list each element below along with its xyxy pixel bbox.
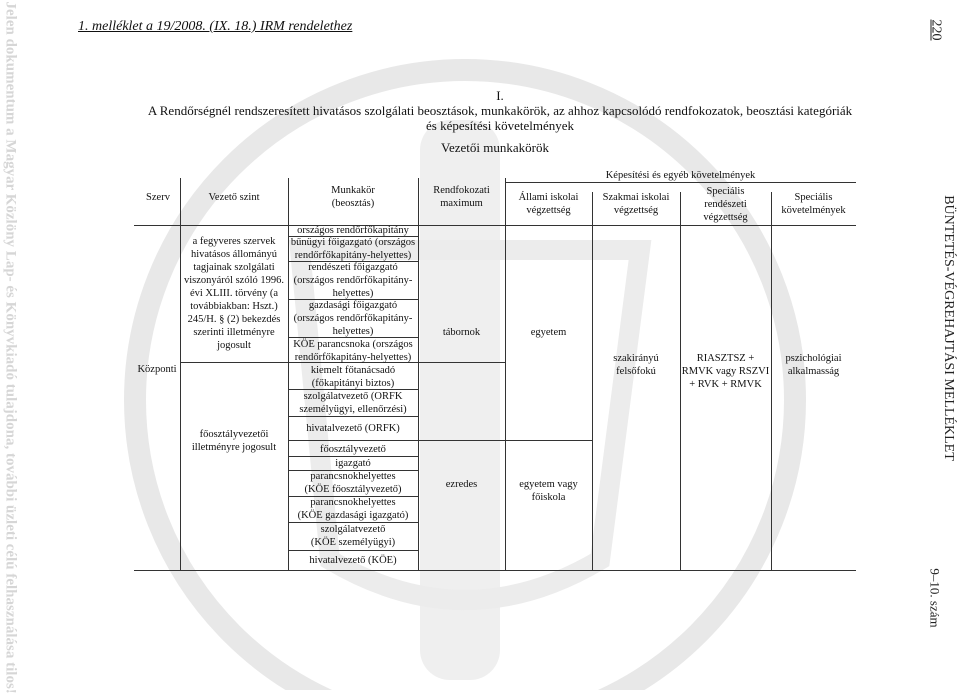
- munkakor-level1-row-line: hivatalvezető (ORFK): [306, 422, 400, 434]
- munkakor-level1-row-line: gazdasági főigazgató: [308, 299, 398, 311]
- munkakor-level2-row: [288, 496, 418, 522]
- issue-number: 9–10. szám: [927, 568, 943, 628]
- cell-specialis-rendeszeti: [680, 352, 771, 391]
- level2-line: illetményre jogosult: [191, 442, 277, 453]
- level1-line: továbbiakban: Hszt.): [190, 301, 278, 312]
- munkakor-level1-row-line: kiemelt főtanácsadó: [310, 364, 396, 376]
- munkakor-level1-row-line: szolgálatvezető (ORFK: [303, 390, 403, 402]
- munkakor-level2-row: [288, 470, 418, 496]
- col-header-specialis-kov-line1: Speciális: [794, 192, 833, 203]
- munkakor-level1-row: [288, 299, 418, 337]
- cell-level2: [182, 428, 286, 454]
- cell-allami-2: [505, 478, 592, 504]
- cell-szakmai-line1: szakirányú: [613, 353, 659, 364]
- annex-reference: 1. melléklet a 19/2008. (IX. 18.) IRM rendelethez: [78, 19, 353, 34]
- col-header-kepesitesi-group: Képesítési és egyéb követelmények: [605, 170, 756, 181]
- cell-specialis-kovetelmenyek: [771, 352, 856, 378]
- col-header-szakmai-line2: végzettség: [613, 205, 659, 216]
- munkakor-level2-row-line: szolgálatvezető: [320, 524, 386, 535]
- level2-line: főosztályvezetői: [199, 429, 269, 440]
- munkakor-level2-row-line: főosztályvezető: [320, 443, 386, 455]
- journal-section: BÜNTETÉS-VÉGREHAJTÁSI MELLÉKLET: [940, 195, 956, 461]
- munkakor-list-level2: [288, 442, 418, 570]
- col-header-munkakor-line2: (beosztás): [331, 198, 375, 209]
- level1-line: szerinti illetményre: [193, 327, 275, 338]
- munkakor-list-level1: [288, 224, 418, 440]
- col-header-specialis-rendeszeti: [680, 185, 771, 224]
- cell-rendfokozat-2: ezredes: [445, 479, 478, 490]
- munkakor-level2-row-line: (KÖE gazdasági igazgató): [297, 510, 409, 521]
- munkakor-level1-row-line: (főkapitányi biztos): [311, 377, 395, 389]
- col-header-specialis-rend-line3: végzettség: [703, 212, 748, 223]
- cell-szakmai-line2: felsőfokú: [616, 366, 656, 377]
- cell-allami-2-line2: főiskola: [531, 492, 566, 503]
- munkakor-level1-row: [288, 337, 418, 364]
- level1-line: a fegyveres szervek: [192, 236, 276, 247]
- col-header-szerv: Szerv: [146, 192, 170, 203]
- munkakor-level1-row: [288, 389, 418, 416]
- cell-rendfokozat-1: tábornok: [442, 327, 481, 338]
- cell-allami-2-line1: egyetem vagy: [519, 479, 578, 490]
- cell-level1: [182, 235, 286, 352]
- munkakor-level1-row-line: országos rendőrfőkapitány: [297, 224, 409, 236]
- col-header-allami-line2: végzettség: [526, 205, 571, 216]
- col-header-specialis-rend-line1: Speciális: [706, 186, 745, 197]
- munkakor-level1-row-line: rendőrfőkapitány-helyettes): [294, 249, 412, 261]
- munkakor-level1-row: [288, 364, 418, 389]
- col-header-munkakor-line1: Munkakör: [331, 185, 375, 196]
- col-header-rendfokozati-line2: maximum: [440, 198, 483, 209]
- cell-specialis-rend-line2: RMVK vagy RSZVI: [681, 366, 770, 377]
- munkakor-level1-row-line: személyügyi, ellenőrzési): [299, 403, 407, 415]
- munkakor-level2-row-line: igazgató: [335, 457, 371, 469]
- munkakor-level1-row-line: (országos rendőrfőkapitány-: [293, 312, 413, 324]
- munkakor-level1-row-line: helyettes): [332, 325, 374, 337]
- col-header-rendfokozati-line1: Rendfokozati: [433, 185, 490, 196]
- title-line2: és képesítési követelmények: [425, 118, 574, 133]
- col-header-allami-line1: Állami iskolai: [518, 192, 579, 203]
- munkakor-level2-row-line: parancsnokhelyettes: [310, 471, 396, 482]
- cell-specialis-kov-line2: alkalmasság: [787, 366, 840, 377]
- munkakor-level1-row-line: bűnügyi főigazgató (országos: [290, 236, 416, 248]
- level1-line: 245/H. § (2) bekezdés: [187, 314, 281, 325]
- col-header-vezeto-szint: Vezető szint: [208, 192, 260, 203]
- col-header-szakmai: [592, 191, 680, 217]
- title-roman: I.: [496, 88, 504, 103]
- page-number: 220: [928, 19, 944, 41]
- munkakor-level2-row: [288, 456, 418, 470]
- munkakor-level1-row-line: rendészeti főigazgató: [308, 261, 398, 273]
- cell-specialis-rend-line1: RIASZTSZ +: [696, 353, 755, 364]
- cell-szerv: Központi: [137, 364, 177, 375]
- level1-line: évi XLIII. törvény (a: [189, 288, 279, 299]
- col-header-specialis-rend-line2: rendészeti: [704, 199, 747, 210]
- munkakor-level2-row: [288, 550, 418, 570]
- munkakor-level2-row-line: (KÖE személyügyi): [310, 537, 396, 548]
- cell-specialis-kov-line1: pszichológiai: [785, 353, 842, 364]
- munkakor-level1-row-line: (országos rendőrfőkapitány-: [293, 274, 413, 286]
- document-title: [60, 88, 940, 133]
- title-line1: A Rendőrségnél rendszeresített hivatásos szolgálati beosztások, munkakörök, az ahhoz kapcsolódó rendfokozatok, beosztási kategóriák: [147, 103, 853, 118]
- munkakor-level1-row: [288, 236, 418, 261]
- munkakor-level2-row-line: (KÖE főosztályvezető): [304, 484, 402, 495]
- munkakor-level2-row-line: parancsnokhelyettes: [310, 497, 396, 508]
- munkakor-level1-row-line: KÖE parancsnoka (országos: [293, 338, 413, 350]
- munkakor-level2-row-line: hivatalvezető (KÖE): [309, 554, 397, 566]
- munkakor-level1-row: [288, 416, 418, 440]
- cell-specialis-rend-line3: + RVK + RMVK: [689, 379, 762, 390]
- cell-allami-1: egyetem: [530, 327, 567, 338]
- col-header-specialis-kov-line2: követelmények: [781, 205, 846, 216]
- col-header-szakmai-line1: Szakmai iskolai: [602, 192, 670, 203]
- col-header-rendfokozati: [418, 184, 505, 210]
- munkakor-level1-row-line: rendőrfőkapitány-helyettes): [294, 351, 412, 363]
- level1-line: tagjainak szolgálati: [193, 262, 275, 273]
- col-header-munkakor: [288, 184, 418, 210]
- munkakor-level2-row: [288, 522, 418, 550]
- level1-line: viszonyáról szóló 1996.: [183, 275, 285, 286]
- munkakor-level1-row: [288, 224, 418, 236]
- col-header-allami: [505, 191, 592, 217]
- munkakor-level1-row-line: helyettes): [332, 287, 374, 299]
- subtitle: Vezetői munkakörök: [441, 140, 549, 155]
- cell-szakmai: [592, 352, 680, 378]
- level1-line: jogosult: [217, 340, 251, 351]
- munkakor-level1-row: [288, 261, 418, 299]
- col-header-specialis-kovetelmenyek: [771, 191, 856, 217]
- level1-line: hivatásos állományú: [190, 249, 278, 260]
- munkakor-level2-row: [288, 442, 418, 456]
- side-watermark: Jelen dokumentum a Magyar Közlöny Lap- és Könyvkiadó tulajdona, további üzleti célú felhasználása tilos!: [2, 1, 19, 694]
